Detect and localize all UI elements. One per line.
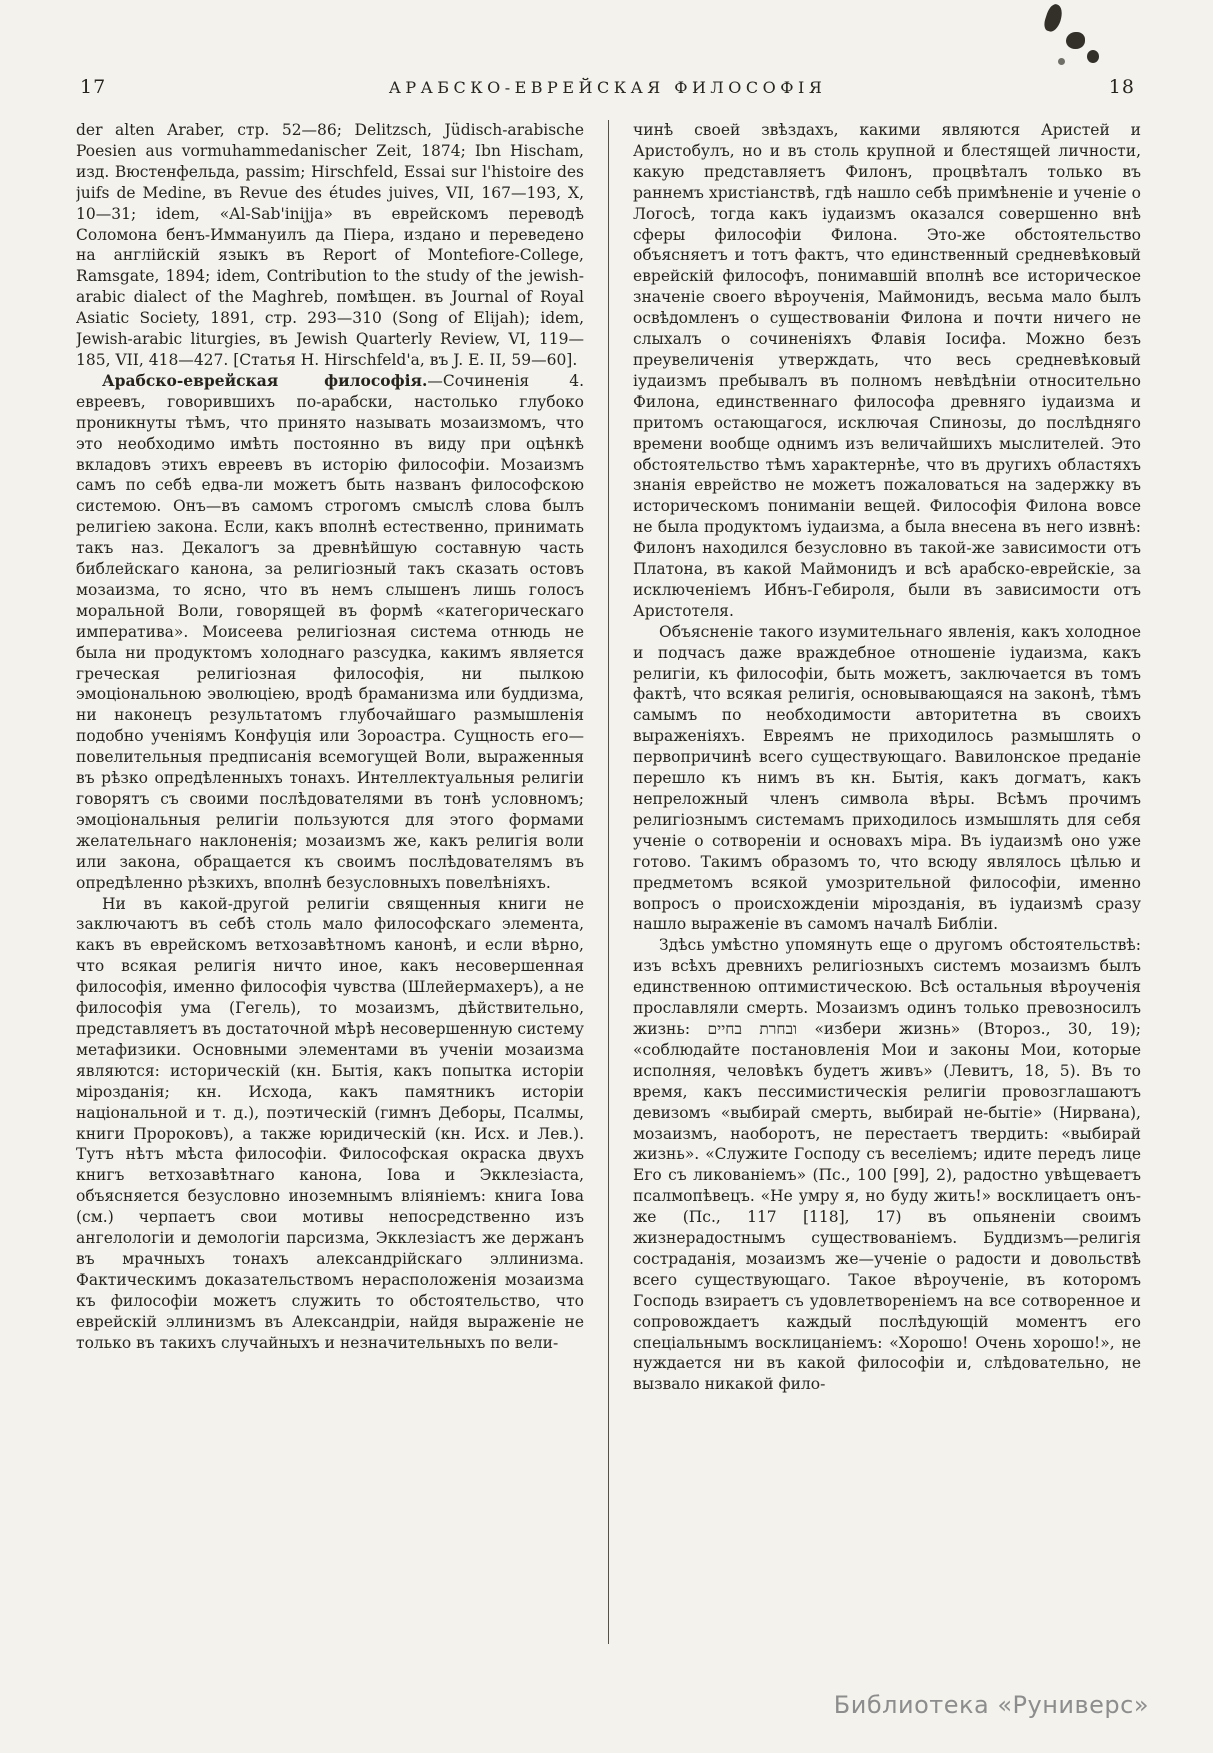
author-signature-number: 4. [569,371,584,390]
text-column-right [609,120,1141,1644]
paragraph: Ни въ какой-другой религіи священныя книги не заключаютъ въ себѣ столь мало философскаго элемента, какъ въ еврейскомъ ветхозавѣтномъ канонѣ, и если вѣрно, что всякая религія ничто иное, какъ несовершенная философія, именно философія чувства (Шлейермахеръ), а не философія ума (Гегель), то мозаизмъ, дѣйствительно, представляетъ въ достаточной мѣрѣ несовершенную систему метафизики. Основными элементами въ ученіи мозаизма являются: историческій (кн. Бытія, какъ попытка исторіи мірозданія; кн. Исхода, какъ памятникъ исторіи національной и т. д.), поэтическій (гимнъ Деборы, Псалмы, книги Пророковъ), а также юридическій (кн. Исх. и Лев.). Тутъ нѣтъ мѣста философіи. Философская окраска двухъ книгъ ветхозавѣтнаго канона, Іова и Экклезіаста, объясняется безусловно иноземнымъ вліяніемъ: книга Іова (см.) черпаетъ свои мотивы непосредственно изъ ангелологіи и демологіи парсизма, Экклезіастъ же держанъ въ мрачныхъ тонахъ александрійскаго эллинизма. Фактическимъ доказательствомъ нерасположенія мозаизма къ философіи можетъ служить то обстоятельство, что еврейскій эллинизмъ въ Александріи, найдя выраженіе не только въ такихъ случайныхъ и незначительныхъ по вели- [76,894,584,1352]
page-number-left: 17 [80,76,107,98]
scan-artifact [1066,32,1085,49]
running-title: АРАБСКО-ЕВРЕЙСКАЯ ФИЛОСОФІЯ [388,78,827,97]
scan-artifact [1087,50,1099,63]
text-column-left [76,120,608,1644]
page-number-right: 18 [1108,76,1135,98]
text-columns [76,120,1141,1644]
paragraph: Здѣсь умѣстно упомянуть еще о другомъ обстоятельствѣ: изъ всѣхъ древнихъ религіозныхъ системъ мозаизмъ былъ единственною оптимистическою. Всѣ остальныя вѣроученія прославляли смерть. Мозаизмъ одинъ только превозносилъ жизнь: ובחרת בחיים «избери жизнь» (Второз., 30, 19); «соблюдайте постановленія Мои и законы Мои, которые исполняя, человѣкъ будетъ живъ» (Левитъ, 18, 5). Въ то время, какъ пессимистическія религіи провозглашаютъ девизомъ «выбирай смерть, выбирай не-бытіе» (Нирвана), мозаизмъ, наоборотъ, не перестаетъ твердить: «выбирай жизнь». «Служите Господу съ веселіемъ; идите передъ лице Его съ ликованіемъ» (Пс., 100 [99], 2), радостно увѣщеваетъ псалмопѣвецъ. «Не умру я, но буду жить!» восклицаетъ онъ-же (Пс., 117 [118], 17) въ опьяненіи своимъ жизнерадостнымъ существованіемъ. Буддизмъ—религія состраданія, мозаизмъ же—ученіе о радости и довольствѣ всего существующаго. Такое вѣроученіе, въ которомъ Господь взираетъ съ удовлетвореніемъ на все сотворенное и сопровождаетъ каждый послѣдующій моментъ его спеціальнымъ восклицаніемъ: «Хорошо! Очень хорошо!», не нуждается ни въ какой философіи и, слѣдовательно, не вызвало никакой фило- [633,936,1141,1394]
paragraph-continuation: чинѣ своей звѣздахъ, какими являются Аристей и Аристобулъ, но и въ столь крупной и блестящей личности, какую представляетъ Филонъ, процвѣталъ только въ раннемъ христіанствѣ, гдѣ нашло себѣ примѣненіе и ученіе о Логосѣ, тогда какъ іудаизмъ оказался совершенно внѣ сферы философіи Филона. Это-же обстоятельство объясняетъ и тотъ фактъ, что единственный средневѣковый еврейскій философъ, понимавшій вполнѣ все историческое значеніе своего вѣроученія, Маймонидъ, весьма мало былъ освѣдомленъ о существованіи Филона и почти ничего не слыхалъ о сочиненіяхъ Флавія Іосифа. Можно безъ преувеличенія утверждать, что весь средневѣковый іудаизмъ пребывалъ въ полномъ невѣдѣніи относительно Филона, единственнаго философа древняго іудаизма и притомъ остающагося, исключая Спинозы, до послѣдняго времени вообще однимъ изъ величайшихъ мыслителей. Это обстоятельство тѣмъ характернѣе, что въ другихъ областяхъ знанія еврейство не можетъ пожаловаться на задержку въ историческомъ пониманіи вещей. Философія Филона вовсе не была продуктомъ іудаизма, а была внесена въ него извнѣ: Филонъ находился безусловно въ такой-же зависимости отъ Платона, въ какой Маймонидъ и всѣ арабско-еврейскіе, за исключеніемъ Ибнъ-Гебироля, были въ зависимости отъ Аристотеля. [633,121,1141,620]
paragraph: Объясненіе такого изумительнаго явленія, какъ холодное и подчасъ даже враждебное отношеніе іудаизма, какъ религіи, къ философіи, быть можетъ, заключается въ томъ фактѣ, что всякая религія, основывающаяся на законѣ, тѣмъ самымъ по необходимости авторитетна въ своихъ выраженіяхъ. Евреямъ не приходилось размышлять о первопричинѣ всего существующаго. Вавилонское преданіе перешло къ нимъ въ кн. Бытія, какъ догматъ, какъ непреложный членъ символа вѣры. Всѣмъ прочимъ религіознымъ системамъ приходилось измышлять для себя ученіе о сотвореніи и основахъ міра. Въ іудаизмѣ оно уже готово. Такимъ образомъ то, что всюду являлось цѣлью и предметомъ всякой умозрительной философіи, именно вопросъ о происхожденіи мірозданія, въ іудаизмѣ сразу нашло выраженіе въ самомъ началѣ Библіи. [633,622,1141,934]
library-watermark: Библиотека «Руниверс» [833,1691,1149,1719]
entry-title: Арабско-еврейская философія. [102,370,428,390]
scan-artifact [1058,58,1065,65]
bibliography-text: der alten Araber, стр. 52—86; Delitzsch, Jüdisch-arabische Poesien aus vormuhammedanischer Zeit, 1874; Ibn Hischam, изд. Вюстенфельда, passim; Hirschfeld, Essai sur l'histoire des juifs de Medine, въ Revue des études juives, VII, 167—193, X, 10—31; idem, «Al-Sab'inijja» въ еврейскомъ переводѣ Соломона бенъ-Иммануилъ да Піера, издано и переведено на англійскій языкъ въ Report of Montefiore-College, Ramsgate, 1894; idem, Contribution to the study of the jewish-arabic dialect of the Maghreb, помѣщен. въ Journal of Royal Asiatic Society, 1891, стр. 293—310 (Song of Elijah); idem, Jewish-arabic liturgies, въ Jewish Quarterly Review, VI, 119—185, VII, 418—427. [Статья H. Hirschfeld'a, въ J. E. II, 59—60]. [76,121,584,369]
entry-text: —Сочиненія евреевъ, говорившихъ по-арабски, настолько глубоко проникнуты тѣмъ, что принято называть мозаизмомъ, что это необходимо имѣть постоянно въ виду при оцѣнкѣ вкладовъ этихъ евреевъ въ исторію философіи. Мозаизмъ самъ по себѣ едва-ли можетъ быть названъ философскою системою. Онъ—въ самомъ строгомъ смыслѣ слова былъ религіею закона. Если, какъ вполнѣ естественно, принимать такъ наз. Декалогъ за древнѣйшую составную часть библейскаго канона, за религіозный такъ сказать остовъ мозаизма, то ясно, что въ немъ слышенъ лишь голосъ моральной Воли, говорящей въ формѣ «категорическаго императива». Моисеева религіозная система отнюдь не была ни продуктомъ холоднаго разсудка, какимъ является греческая религіозная философія, ни пылкою эмоціональною эволюціею, вродѣ браманизма или буддизма, ни наконецъ результатомъ глубочайшаго размышленія подобно ученіямъ Конфуція или Зороастра. Сущность его—повелительныя предписанія всемогущей Воли, выраженныя въ рѣзко опредѣленныхъ тонахъ. Интеллектуальныя религіи говорятъ съ своими послѣдователями въ тонѣ условномъ; эмоціональныя религіи пользуются для этого формами желательнаго наклоненія; мозаизмъ же, какъ религія воли или закона, обращается къ своимъ послѣдователямъ въ опредѣленно рѣзкихъ, вполнѣ безусловныхъ повелѣніяхъ. [76,371,584,892]
running-head [76,76,1141,98]
entry-paragraph [76,371,584,894]
